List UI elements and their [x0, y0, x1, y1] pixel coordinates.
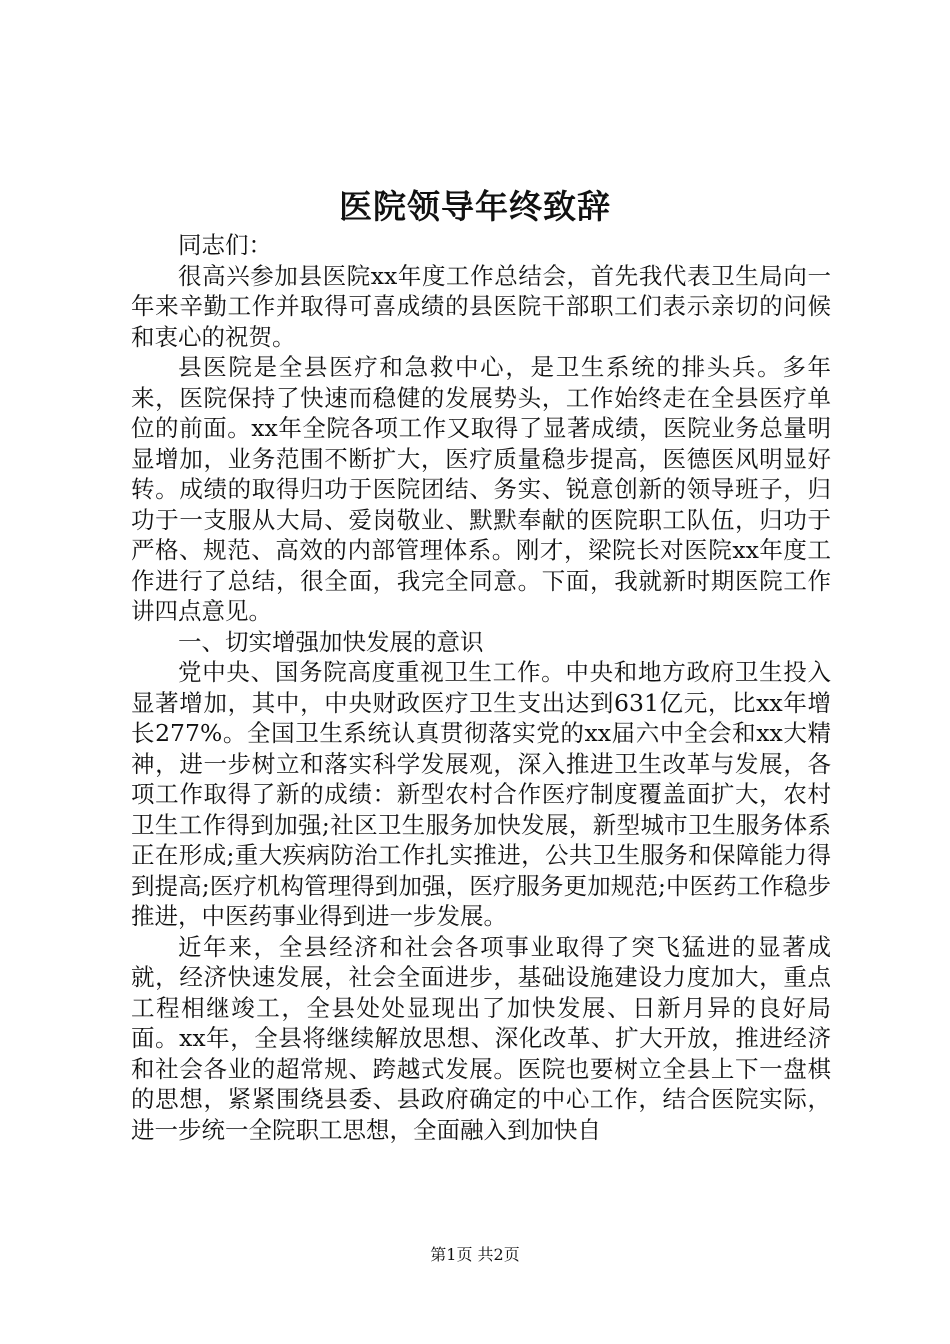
salutation: 同志们： — [178, 231, 272, 259]
paragraph: 近年来，全县经济和社会各项事业取得了突飞猛进的显著成就，经济快速发展，社会全面进步，基础设施建设力度加大，重点工程相继竣工，全县处处显现出了加快发展、日新月异的良好局面。xx年，全县将继续解放思想、深化改革、扩大开放，推进经济和社会各业的超常规、跨越式发展。医院也要树立全县上下一盘棋的思想，紧紧围绕县委、县政府确定的中心工作，结合医院实际，进一步统一全院职工思想，全面融入到加快自 — [131, 932, 831, 1144]
document-body — [131, 230, 831, 1145]
section-heading: 一、切实增强加快发展的意识 — [178, 627, 484, 656]
paragraph: 很高兴参加县医院xx年度工作总结会，首先我代表卫生局向一年来辛勤工作并取得可喜成绩的县医院干部职工们表示亲切的问候和衷心的祝贺。 — [131, 261, 831, 351]
page-footer: 第1页 共2页 — [430, 1245, 520, 1264]
document-title: 医院领导年终致辞 — [339, 187, 611, 226]
paragraph: 县医院是全县医疗和急救中心，是卫生系统的排头兵。多年来，医院保持了快速而稳健的发展势头，工作始终走在全县医疗单位的前面。xx年全院各项工作又取得了显著成绩，医院业务总量明显增加，业务范围不断扩大，医疗质量稳步提高，医德医风明显好转。成绩的取得归功于医院团结、务实、锐意创新的领导班子，归功于一支服从大局、爱岗敬业、默默奉献的医院职工队伍，归功于严格、规范、高效的内部管理体系。刚才，梁院长对医院xx年度工作进行了总结，很全面，我完全同意。下面，我就新时期医院工作讲四点意见。 — [131, 353, 831, 625]
paragraph: 党中央、国务院高度重视卫生工作。中央和地方政府卫生投入显著增加，其中，中央财政医疗卫生支出达到631亿元，比xx年增长277%。全国卫生系统认真贯彻落实党的xx届六中全会和xx大精神，进一步树立和落实科学发展观，深入推进卫生改革与发展，各项工作取得了新的成绩：新型农村合作医疗制度覆盖面扩大，农村卫生工作得到加强;社区卫生服务加快发展，新型城市卫生服务体系正在形成;重大疾病防治工作扎实推进，公共卫生服务和保障能力得到提高;医疗机构管理得到加强，医疗服务更加规范;中医药工作稳步推进，中医药事业得到进一步发展。 — [131, 658, 831, 930]
